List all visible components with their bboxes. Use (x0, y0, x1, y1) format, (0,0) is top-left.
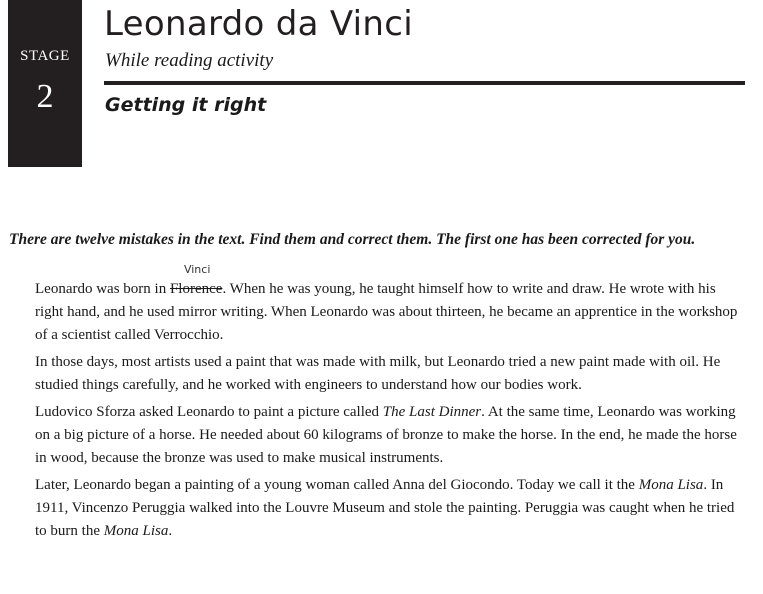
p3-after: . At the same time, Leonardo was working on a big picture of a horse. He needed about 60 kilograms of bronze to make the horse. In the end, he made the horse in wood, because the bronze was used to make musical instruments. (35, 404, 737, 466)
stage-label: STAGE (20, 48, 70, 64)
p4-before: Later, Leonardo began a painting of a young woman called Anna del Giocondo. Today we call it the (35, 477, 639, 493)
p4-middle: . In 1911, Vincenzo Peruggia walked into the Louvre Museum and stole the painting. Peruggia was caught when he tried to burn the (35, 477, 735, 539)
stage-number: 2 (36, 78, 54, 115)
header-rule (104, 81, 745, 85)
section-heading: Getting it right (105, 94, 267, 116)
p1-after: . When he was young, he taught himself how to write and draw. He wrote with his right hand, and he used mirror writing. When Leonardo was about thirteen, he became an apprentice in the workshop of a scientist called Verrocchio. (35, 281, 738, 343)
instructions: There are twelve mistakes in the text. Find them and correct them. The first one has been corrected for you. (9, 231, 696, 248)
stage-box (8, 0, 82, 167)
paragraph-2: In those days, most artists used a paint that was made with milk, but Leonardo tried a new paint made with oil. He studied things carefully, and he worked with engineers to understand how our bodies work. (35, 354, 721, 393)
p4-title-2: Mona Lisa (103, 523, 169, 539)
paragraph-4 (35, 474, 747, 543)
p1-before: Leonardo was born in (35, 281, 170, 297)
corrected-word (169, 263, 223, 301)
page-subtitle: While reading activity (105, 50, 274, 71)
paragraph-3 (35, 401, 747, 470)
reading-text (35, 263, 747, 547)
paragraph-1 (35, 263, 747, 347)
handwritten-correction: Vinci (183, 263, 211, 276)
p4-title-1: Mona Lisa (638, 477, 704, 493)
struck-word: Florence (169, 281, 223, 297)
p4-after: . (168, 523, 173, 539)
page-title: Leonardo da Vinci (104, 4, 413, 44)
p3-before: Ludovico Sforza asked Leonardo to paint a picture called (35, 404, 383, 420)
p3-title: The Last Dinner (382, 404, 482, 420)
